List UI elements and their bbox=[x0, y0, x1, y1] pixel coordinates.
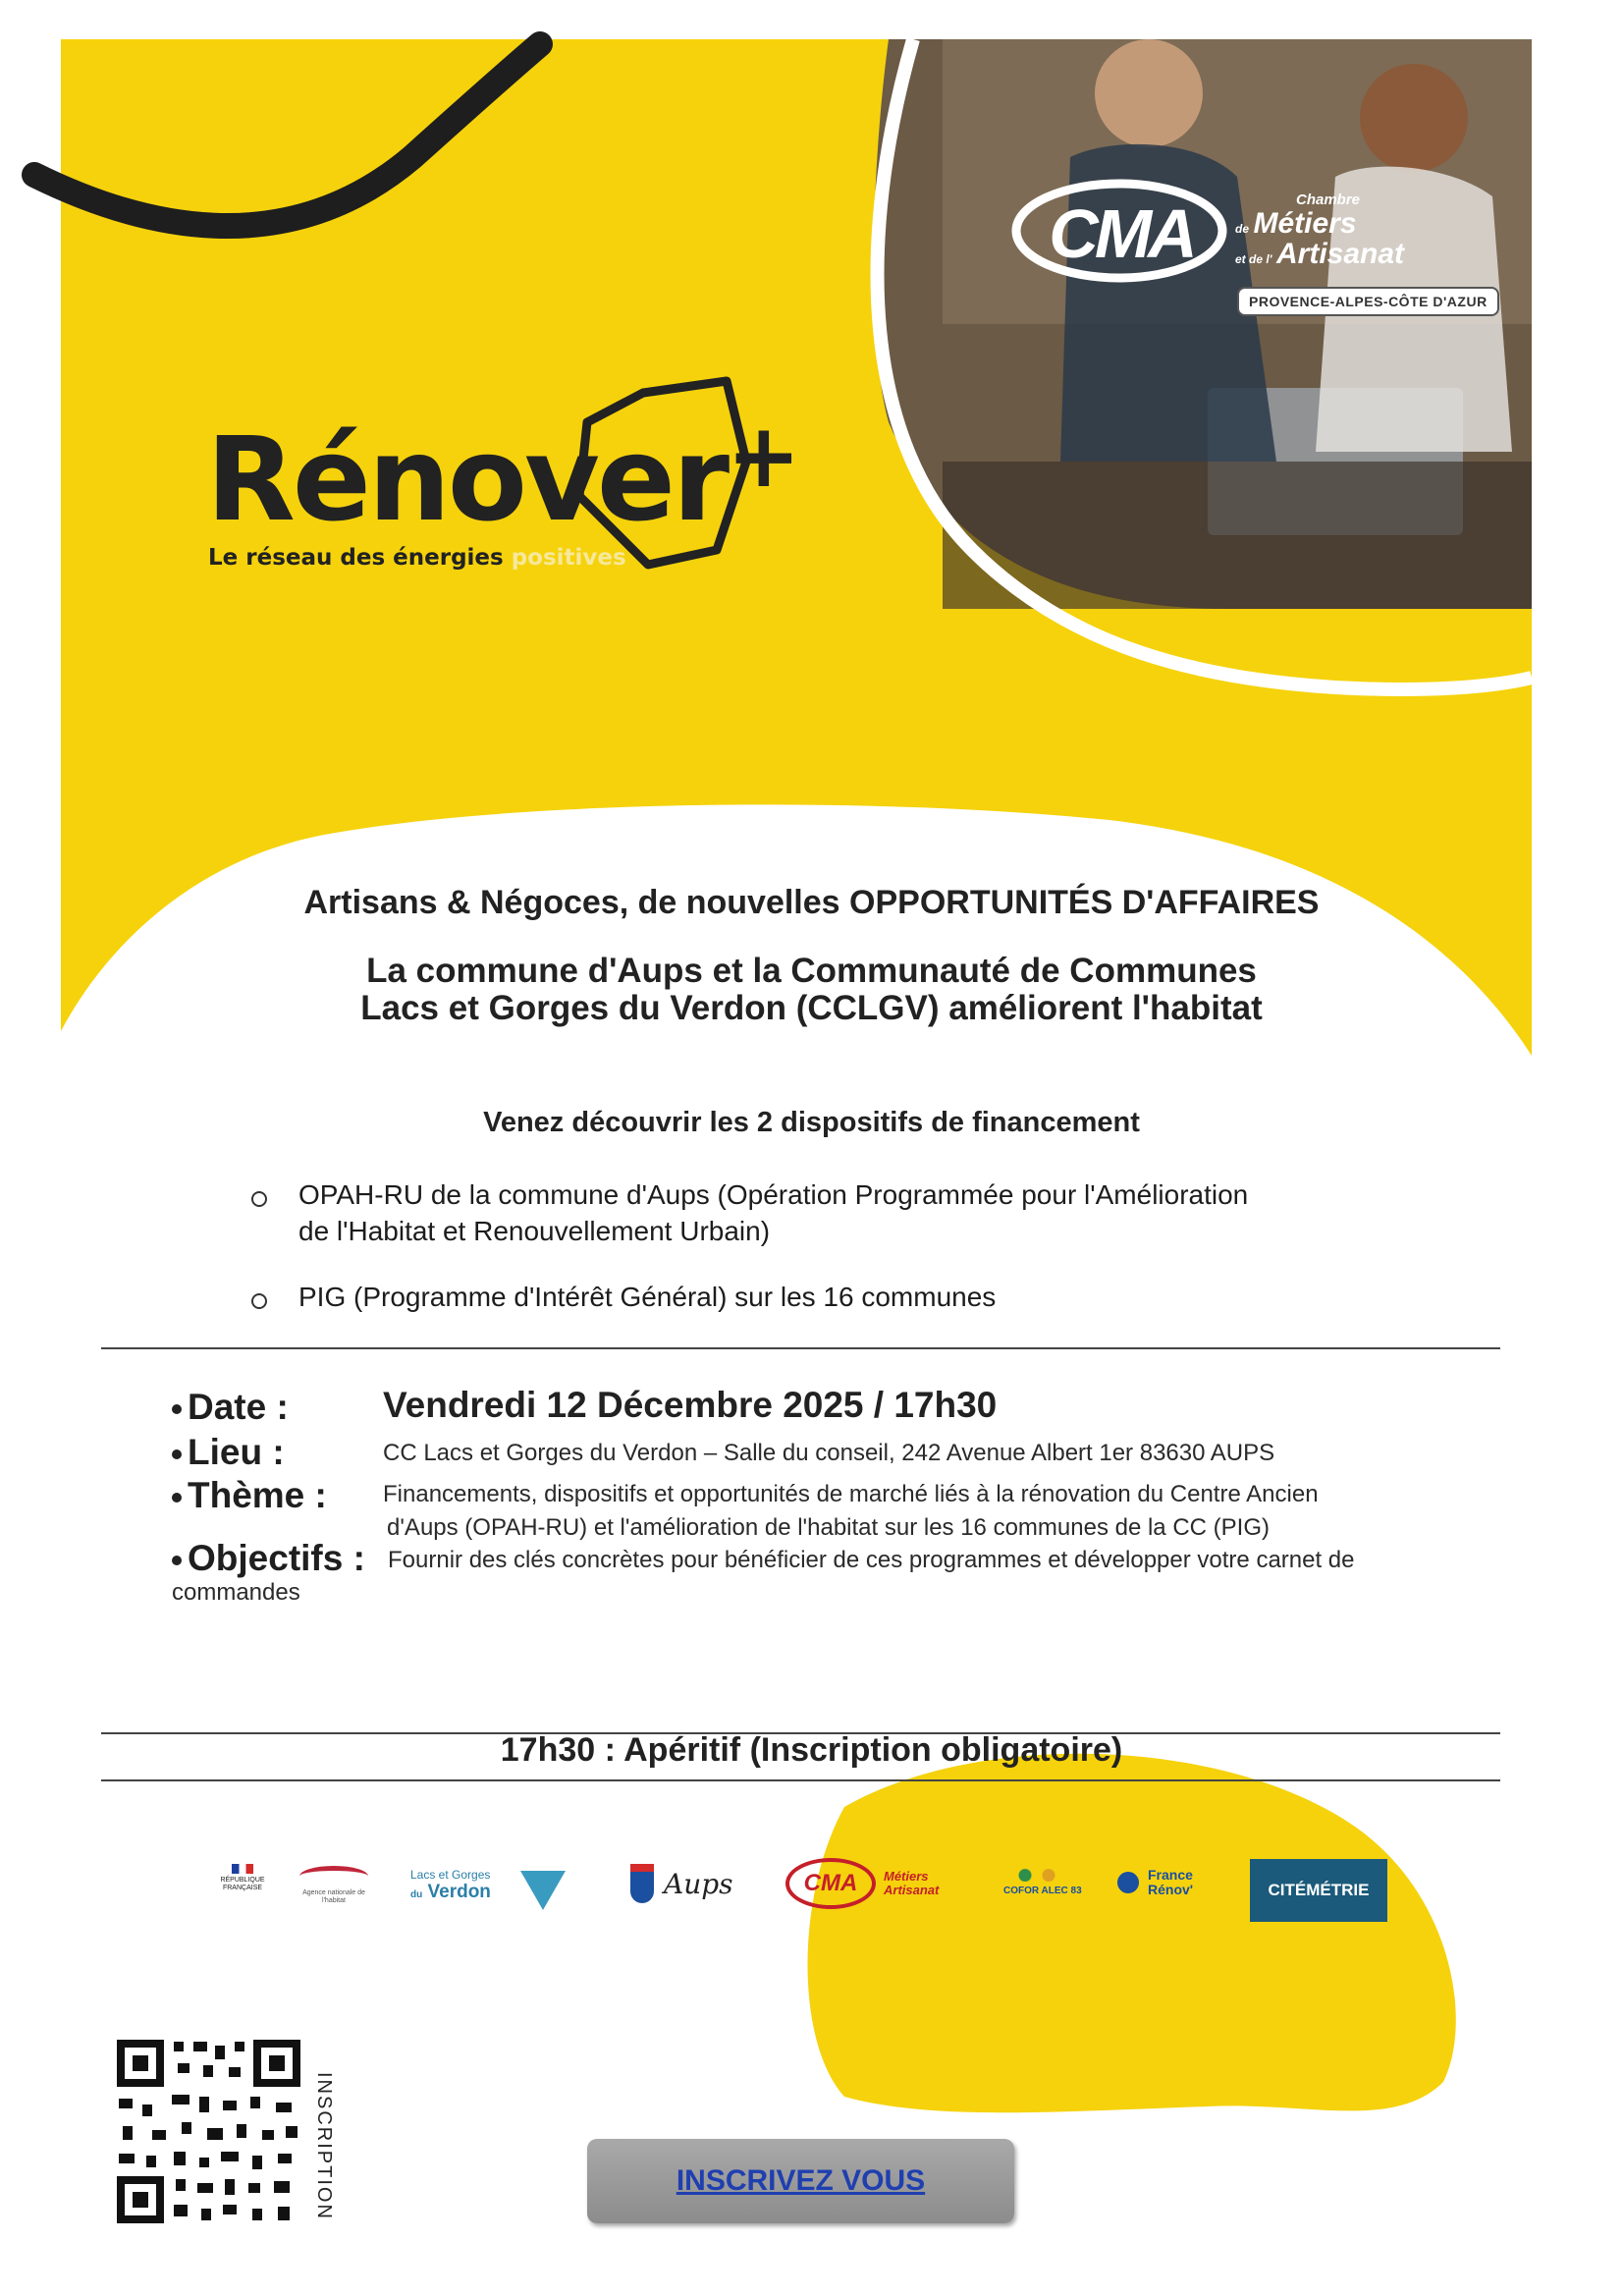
citemetrie-logo: CITÉMÉTRIE bbox=[1250, 1859, 1387, 1922]
objectifs-value: Fournir des clés concrètes pour bénéficier de ces programmes et développer votre carnet de bbox=[388, 1547, 1355, 1573]
cma-logo: CMA bbox=[1049, 195, 1194, 272]
objectifs-label: Objectifs : bbox=[172, 1538, 365, 1579]
theme-label: Thème : bbox=[172, 1475, 327, 1516]
divider bbox=[101, 1347, 1500, 1349]
france-renov-logo: France Rénov' bbox=[1114, 1868, 1193, 1897]
bullet-circle-icon bbox=[251, 1191, 267, 1207]
anah-logo: Agence nationale de l'habitat bbox=[299, 1866, 368, 1905]
list-item: OPAH-RU de la commune d'Aups (Opération Programmée pour l'Amélioration de l'Habitat et Renouvellement Urbain) bbox=[245, 1176, 1375, 1249]
republique-francaise-logo: RÉPUBLIQUE FRANÇAISE bbox=[214, 1864, 271, 1892]
renover-logo-wordmark: Rénover+ bbox=[206, 405, 798, 547]
date-label: Date : bbox=[172, 1387, 289, 1428]
lieu-value: CC Lacs et Gorges du Verdon – Salle du conseil, 242 Avenue Albert 1er 83630 AUPS bbox=[383, 1440, 1275, 1466]
renover-tagline: Le réseau des énergies positives bbox=[208, 545, 626, 571]
aups-logo: Aups bbox=[630, 1864, 733, 1903]
inscription-label: INSCRIPTION bbox=[313, 2072, 335, 2220]
lieu-label: Lieu : bbox=[172, 1432, 285, 1473]
date-value: Vendredi 12 Décembre 2025 / 17h30 bbox=[383, 1385, 998, 1425]
subtitle: La commune d'Aups et la Communauté de Communes Lacs et Gorges du Verdon (CCLGV) améliorent l'habitat bbox=[360, 952, 1263, 1027]
aups-crest-icon bbox=[630, 1864, 654, 1903]
lower-yellow-blob bbox=[808, 1754, 1456, 2112]
verdon-logo: Lacs et Gorges du Verdon bbox=[410, 1868, 491, 1902]
cma-logo-text: Chambre de Métiers et de l' Artisanat bbox=[1235, 191, 1405, 271]
qr-code bbox=[113, 2036, 304, 2227]
cma-partner-logo: CMA Métiers Artisanat bbox=[785, 1858, 939, 1909]
dispositifs-list bbox=[245, 1176, 1375, 1344]
register-button-label: INSCRIVEZ VOUS bbox=[676, 2164, 926, 2197]
headline: Artisans & Négoces, de nouvelles OPPORTUNITÉS D'AFFAIRES bbox=[303, 884, 1320, 921]
verdon-v-icon bbox=[520, 1871, 566, 1910]
objectifs-value-continued: commandes bbox=[172, 1579, 300, 1606]
theme-value: Financements, dispositifs et opportunités de marché liés à la rénovation du Centre Ancien d'Aups (OPAH-RU) et l'amélioration de l'habitat sur les 16 communes de la CC (PIG) bbox=[383, 1481, 1319, 1541]
cofor-alec-logo: COFOR ALEC 83 bbox=[1003, 1866, 1082, 1896]
list-item: PIG (Programme d'Intérêt Général) sur les 16 communes bbox=[245, 1279, 1375, 1315]
discover-heading: Venez découvrir les 2 dispositifs de financement bbox=[483, 1107, 1140, 1138]
register-button[interactable] bbox=[587, 2139, 1014, 2223]
cma-region-badge: PROVENCE-ALPES-CÔTE D'AZUR bbox=[1237, 287, 1499, 316]
bullet-circle-icon bbox=[251, 1293, 267, 1309]
divider bbox=[101, 1779, 1500, 1781]
aperitif-line: 17h30 : Apéritif (Inscription obligatoire) bbox=[500, 1731, 1123, 1769]
